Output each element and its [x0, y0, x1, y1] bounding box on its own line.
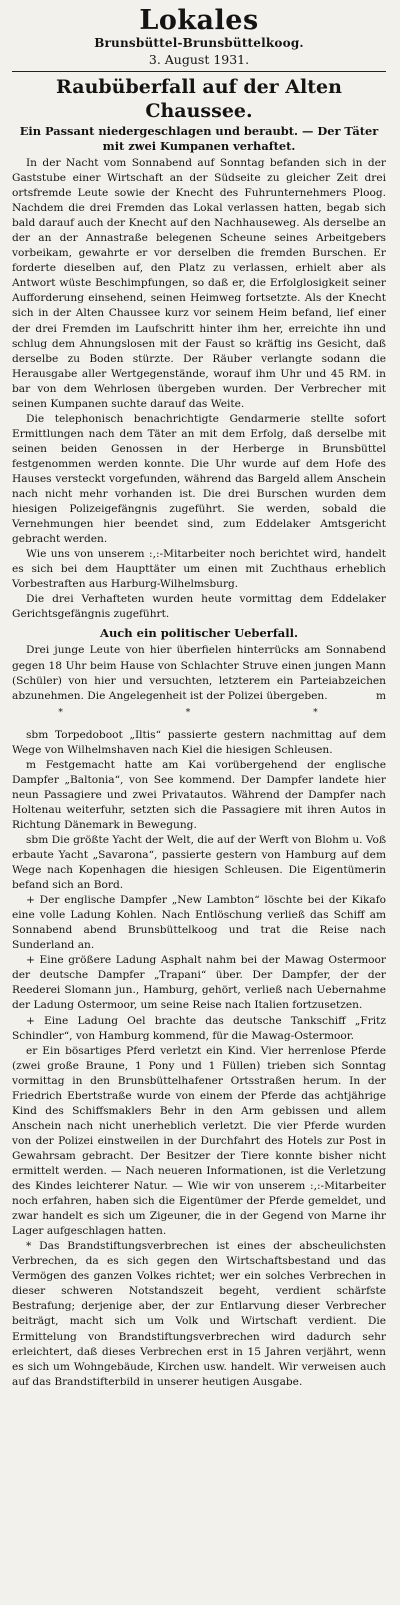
notice-paragraph: * Das Brandstiftungsverbrechen ist eines der abscheulichsten Verbrechen, da es sich gegen den Wirtschaftsbestand und das Vermögen des ganzen Volkes richtet; wer ein solches Verbrechen in dieser schweren Notstandszeit begeht, verdient schärfste Bestrafung; derjenige aber, der zur Entlarvung dieser Verbrecher beiträgt, macht sich um Volk und Wirtschaft verdient. Die Ermittelung von Brandstiftungsverbrechen wird dadurch sehr erleichtert, daß dieses Verbrechen erst in 15 Jahren verjährt, wenn es sich um Wohngebäude, Kirchen usw. handelt. Wir verweisen auch auf das Brandstifterbild in unserer heutigen Ausgabe.: [12, 1240, 386, 1388]
article-paragraph: [12, 643, 386, 703]
article-subheadline: Auch ein politischer Ueberfall.: [100, 626, 298, 641]
article-paragraph: In der Nacht vom Sonnabend auf Sonntag befanden sich in der Gaststube einer Wirtschaft an der Südseite zu gleicher Zeit drei ortsfremde Leute sowie der Knecht des Fuhrunternehmers Ploog. Nachdem die drei Fremden das Lokal verlassen hatten, begab sich bald darauf auch der Knecht auf den Nachhauseweg. Als derselbe an der an der Annastraße belegenen Scheune seines Arbeitgebers vorbeikam, gewahrte er vor derselben die fremden Burschen. Er forderte dieselben auf, den Platz zu verlassen, erhielt aber als Antwort wüste Beschimpfungen, so daß er, die Erfolglosigkeit seiner Aufforderung einsehend, seinen Heimweg fortsetzte. Als der Knecht sich in der Alten Chaussee kurz vor seinem Heim befand, lief einer der drei Fremden im Laufschritt hinter ihm her, erreichte ihn und schlug dem Ahnungslosen mit der Faust so kräftig ins Gesicht, daß derselbe zu Boden stürzte. Der Räuber verlangte sodann die Herausgabe aller Wertgegenstände, worauf ihm Uhr und 45 RM. in bar von dem Wehrlosen übergeben wurden. Der Verbrecher mit seinen Kumpanen suchte darauf das Weite.: [12, 157, 386, 410]
notice-paragraph: sbm Torpedoboot „Iltis“ passierte gestern nachmittag auf dem Wege von Wilhelmshaven nach Kiel die hiesigen Schleusen.: [12, 728, 386, 756]
notice-paragraph: er Ein bösartiges Pferd verletzt ein Kind. Vier herrenlose Pferde (zwei große Braune, 1 Pony und 1 Füllen) trieben sich Sonntag vormittag in den Brunsbüttelhafener Ortsstraßen herum. In der Friedrich Ebertstraße wurde von einem der Pferde das achtjährige Kind des Schiffsmaklers Behr in den Arm gebissen und allem Anschein nach nicht unerheblich verletzt. Die vier Pferde wurden von der Polizei einstweilen in der Durchfahrt des Hotels zur Post in Gewahrsam gebracht. Der Besitzer der Tiere konnte bisher nicht ermittelt werden. — Nach neueren Informationen, ist die Verletzung des Kindes leichterer Natur. — Wie wir von unserem :,:-Mitarbeiter noch erfahren, haben sich die Eigentümer der Pferde gemeldet, und zwar handelt es sich um Zigeuner, die in der Gegend von Marne ihr Lager aufgeschlagen hatten.: [12, 1044, 386, 1238]
author-signature: m: [375, 689, 386, 702]
article-paragraph: Wie uns von unserem :,:-Mitarbeiter noch berichtet wird, handelt es sich bei dem Haupttäter um einen mit Zuchthaus erheblich Vorbestraften aus Harburg-Wilhelmsburg.: [12, 548, 386, 591]
notice-paragraph: sbm Die größte Yacht der Welt, die auf der Werft von Blohm u. Voß erbaute Yacht „Savarona“, passierte gestern von Hamburg auf dem Wege nach Kopenhagen die hiesigen Schleusen. Die Eigentümerin befand sich an Bord.: [12, 833, 387, 892]
notice-paragraph: + Der englische Dampfer „New Lambton“ löschte bei der Kikafo eine volle Ladung Kohlen. Nach Entlöschung verließ das Schiff am Sonnabend abend Brunsbüttelkoog und trat die Reise nach Sunderland an.: [12, 894, 386, 952]
issue-date: 3. August 1931.: [148, 52, 250, 67]
masthead: [12, 6, 386, 69]
article-paragraph: Die drei Verhafteten wurden heute vormittag dem Eddelaker Gerichtsgefängnis zugeführt.: [12, 593, 386, 621]
section-subtitle: Brunsbüttel-Brunsbüttelkoog.: [94, 36, 304, 50]
notice-paragraph: + Eine Ladung Oel brachte das deutsche Tankschiff „Fritz Schindler“, von Hamburg kommend, für die Mawag-Ostermoor.: [12, 1014, 386, 1042]
section-separator: * * *: [58, 707, 378, 718]
section-title: Lokales: [139, 5, 259, 36]
paragraph-text: Drei junge Leute von hier überfielen hinterrücks am Sonnabend gegen 18 Uhr beim Hause von Schlachter Struve einen jungen Mann (Schüler) von hier und versuchten, letzterem ein Parteiabzeichen abzunehmen. Die Angelegenheit ist der Polizei übergeben.: [12, 644, 386, 702]
notice-paragraph: + Eine größere Ladung Asphalt nahm bei der Mawag Ostermoor der deutsche Dampfer „Trapani“ über. Der Dampfer, der der Reederei Slomann jun., Hamburg, gehört, verließ nach Uebernahme der Ladung Ostermoor, um seine Reise nach Italien fortzusetzen.: [12, 954, 386, 1012]
article-deck: Ein Passant niedergeschlagen und beraubt. — Der Täter mit zwei Kumpanen verhaftet.: [19, 124, 379, 153]
article-paragraph: Die telephonisch benachrichtigte Gendarmerie stellte sofort Ermittlungen nach dem Täter an mit dem Erfolg, daß derselbe mit seinen beiden Genossen in der Herberge in Brunsbüttel festgenommen werden konnte. Die Uhr wurde auf dem Hofe des Hauses versteckt vorgefunden, während das Bargeld allem Anschein nach nicht mehr vorhanden ist. Die drei Burschen wurden dem hiesigen Polizeigefängnis zugeführt. Sie werden, sobald die Vernehmungen hier beendet sind, zum Eddelaker Amtsgericht gebracht werden.: [12, 412, 386, 546]
divider: [12, 71, 386, 72]
notice-paragraph: m Festgemacht hatte am Kai vorübergehend der englische Dampfer „Baltonia“, von See kommend. Der Dampfer landete hier neun Passagiere und zwei Privatautos. Während der Dampfer nach Holtenau weiterfuhr, setzten sich die Passagiere mit ihren Autos in Richtung Dänemark in Bewegung.: [12, 758, 386, 831]
article-headline: Raubüberfall auf der Alten Chaussee.: [56, 76, 342, 122]
